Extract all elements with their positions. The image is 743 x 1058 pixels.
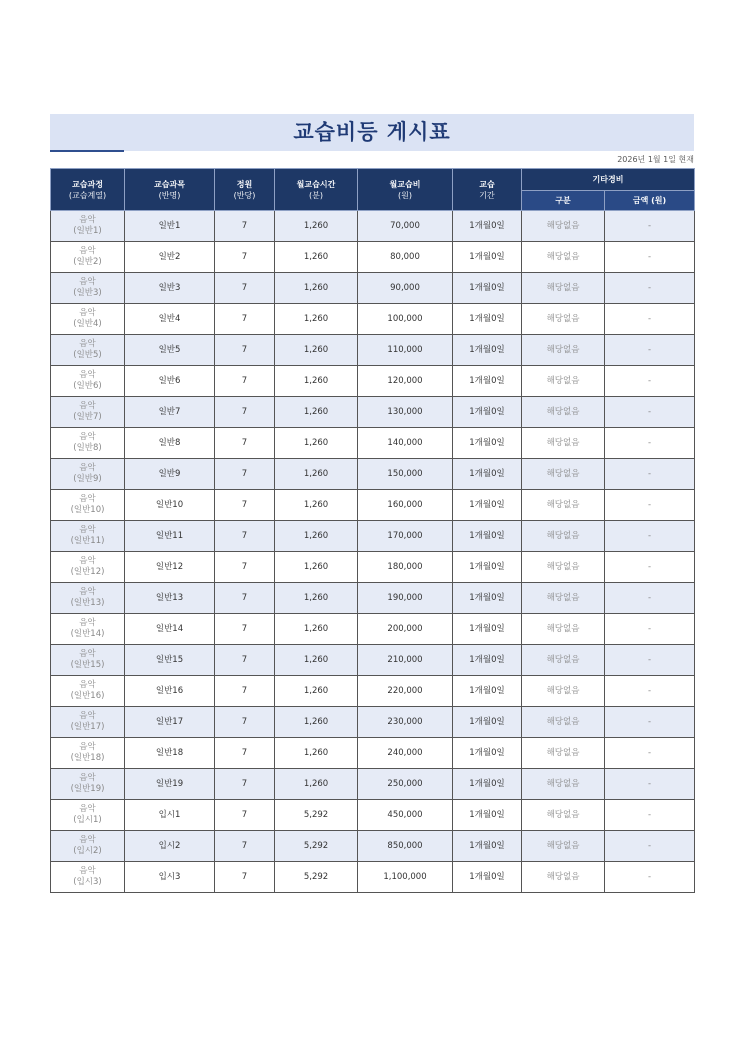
cell-other-type: 해당없음 — [522, 490, 605, 521]
cell-period: 1개월0일 — [453, 614, 522, 645]
cell-course-sub: (일반3) — [73, 288, 102, 298]
cell-subject: 일반17 — [125, 707, 215, 738]
cell-capacity: 7 — [215, 738, 275, 769]
cell-hours: 1,260 — [275, 428, 358, 459]
cell-fee: 160,000 — [358, 490, 453, 521]
cell-course — [51, 521, 125, 552]
cell-other-amount: - — [605, 273, 695, 304]
cell-capacity: 7 — [215, 521, 275, 552]
cell-period: 1개월0일 — [453, 304, 522, 335]
cell-other-type: 해당없음 — [522, 769, 605, 800]
cell-hours: 1,260 — [275, 707, 358, 738]
cell-capacity: 7 — [215, 800, 275, 831]
cell-course-sub: (일반15) — [70, 660, 105, 670]
header-course-label: 교습과정 — [72, 179, 103, 189]
cell-subject: 일반2 — [125, 242, 215, 273]
cell-other-amount: - — [605, 521, 695, 552]
cell-course-sub: (일반14) — [70, 629, 105, 639]
cell-subject: 일반5 — [125, 335, 215, 366]
cell-hours: 1,260 — [275, 304, 358, 335]
cell-subject: 일반16 — [125, 676, 215, 707]
cell-hours: 1,260 — [275, 335, 358, 366]
header-subject-sub: (반명) — [158, 190, 181, 200]
cell-other-amount: - — [605, 335, 695, 366]
header-subject — [125, 169, 215, 211]
cell-period: 1개월0일 — [453, 397, 522, 428]
cell-subject: 일반15 — [125, 645, 215, 676]
cell-subject: 일반3 — [125, 273, 215, 304]
cell-fee: 140,000 — [358, 428, 453, 459]
table-row — [51, 738, 695, 769]
cell-other-amount: - — [605, 552, 695, 583]
cell-hours: 1,260 — [275, 397, 358, 428]
cell-period: 1개월0일 — [453, 800, 522, 831]
table-row — [51, 769, 695, 800]
cell-hours: 1,260 — [275, 676, 358, 707]
cell-other-type: 해당없음 — [522, 428, 605, 459]
table-row — [51, 676, 695, 707]
cell-subject: 일반1 — [125, 211, 215, 242]
cell-hours: 1,260 — [275, 614, 358, 645]
cell-other-type: 해당없음 — [522, 862, 605, 893]
cell-course-label: 음악 — [79, 277, 96, 287]
cell-hours: 1,260 — [275, 645, 358, 676]
cell-course-sub: (일반19) — [70, 784, 105, 794]
cell-course — [51, 707, 125, 738]
cell-fee: 70,000 — [358, 211, 453, 242]
cell-hours: 1,260 — [275, 211, 358, 242]
cell-subject: 일반8 — [125, 428, 215, 459]
cell-course-sub: (일반11) — [70, 536, 105, 546]
table-row — [51, 211, 695, 242]
cell-capacity: 7 — [215, 242, 275, 273]
cell-fee: 180,000 — [358, 552, 453, 583]
cell-other-type: 해당없음 — [522, 397, 605, 428]
cell-other-amount: - — [605, 211, 695, 242]
cell-course-sub: (일반2) — [73, 257, 102, 267]
cell-subject: 일반7 — [125, 397, 215, 428]
cell-course-sub: (일반12) — [70, 567, 105, 577]
cell-subject: 입시1 — [125, 800, 215, 831]
cell-period: 1개월0일 — [453, 676, 522, 707]
header-fee-label: 월교습비 — [389, 179, 421, 189]
cell-course-label: 음악 — [79, 525, 96, 535]
header-capacity-sub: (반당) — [233, 190, 256, 200]
cell-other-amount: - — [605, 800, 695, 831]
cell-period: 1개월0일 — [453, 335, 522, 366]
cell-subject: 일반19 — [125, 769, 215, 800]
cell-course-label: 음악 — [79, 835, 96, 845]
cell-course — [51, 800, 125, 831]
cell-period: 1개월0일 — [453, 552, 522, 583]
cell-other-amount: - — [605, 490, 695, 521]
cell-course-label: 음악 — [79, 494, 96, 504]
cell-fee: 80,000 — [358, 242, 453, 273]
cell-course-sub: (일반7) — [73, 412, 102, 422]
cell-course — [51, 428, 125, 459]
cell-course-label: 음악 — [79, 866, 96, 876]
cell-subject: 일반6 — [125, 366, 215, 397]
cell-fee: 190,000 — [358, 583, 453, 614]
header-other-type: 구분 — [522, 191, 605, 211]
cell-fee: 230,000 — [358, 707, 453, 738]
cell-other-type: 해당없음 — [522, 273, 605, 304]
cell-period: 1개월0일 — [453, 273, 522, 304]
cell-fee: 850,000 — [358, 831, 453, 862]
table-row — [51, 366, 695, 397]
table-row — [51, 800, 695, 831]
table-row — [51, 397, 695, 428]
cell-capacity: 7 — [215, 366, 275, 397]
header-fee — [358, 169, 453, 211]
cell-capacity: 7 — [215, 676, 275, 707]
header-course — [51, 169, 125, 211]
cell-course — [51, 366, 125, 397]
table-row — [51, 304, 695, 335]
cell-period: 1개월0일 — [453, 242, 522, 273]
table-row — [51, 645, 695, 676]
cell-subject: 일반10 — [125, 490, 215, 521]
cell-course-label: 음악 — [79, 742, 96, 752]
cell-other-type: 해당없음 — [522, 335, 605, 366]
cell-period: 1개월0일 — [453, 831, 522, 862]
cell-capacity: 7 — [215, 831, 275, 862]
cell-course-label: 음악 — [79, 649, 96, 659]
cell-course-sub: (일반6) — [73, 381, 102, 391]
cell-course-label: 음악 — [79, 370, 96, 380]
cell-period: 1개월0일 — [453, 769, 522, 800]
cell-course-sub: (입시2) — [73, 846, 102, 856]
cell-hours: 1,260 — [275, 552, 358, 583]
cell-course-sub: (일반13) — [70, 598, 105, 608]
cell-period: 1개월0일 — [453, 521, 522, 552]
cell-capacity: 7 — [215, 552, 275, 583]
cell-course-label: 음악 — [79, 556, 96, 566]
cell-other-amount: - — [605, 304, 695, 335]
cell-other-type: 해당없음 — [522, 800, 605, 831]
table-row — [51, 459, 695, 490]
cell-course — [51, 676, 125, 707]
cell-other-amount: - — [605, 862, 695, 893]
cell-course-sub: (일반17) — [70, 722, 105, 732]
table-row — [51, 707, 695, 738]
cell-hours: 5,292 — [275, 800, 358, 831]
cell-other-type: 해당없음 — [522, 738, 605, 769]
cell-subject: 입시3 — [125, 862, 215, 893]
cell-course-sub: (입시1) — [73, 815, 102, 825]
cell-capacity: 7 — [215, 614, 275, 645]
cell-period: 1개월0일 — [453, 459, 522, 490]
cell-hours: 1,260 — [275, 459, 358, 490]
cell-course-sub: (일반1) — [73, 226, 102, 236]
cell-other-type: 해당없음 — [522, 583, 605, 614]
cell-fee: 170,000 — [358, 521, 453, 552]
cell-capacity: 7 — [215, 304, 275, 335]
cell-course — [51, 738, 125, 769]
cell-course — [51, 242, 125, 273]
cell-hours: 1,260 — [275, 738, 358, 769]
header-period-label: 교습 — [479, 179, 495, 189]
cell-other-type: 해당없음 — [522, 552, 605, 583]
cell-subject: 일반18 — [125, 738, 215, 769]
cell-hours: 1,260 — [275, 583, 358, 614]
cell-period: 1개월0일 — [453, 211, 522, 242]
header-fee-sub: (원) — [398, 190, 412, 200]
header-hours-sub: (분) — [309, 190, 323, 200]
cell-course — [51, 769, 125, 800]
cell-subject: 일반14 — [125, 614, 215, 645]
cell-other-amount: - — [605, 738, 695, 769]
cell-period: 1개월0일 — [453, 645, 522, 676]
cell-capacity: 7 — [215, 645, 275, 676]
cell-course — [51, 552, 125, 583]
cell-other-type: 해당없음 — [522, 242, 605, 273]
cell-other-amount: - — [605, 428, 695, 459]
cell-other-amount: - — [605, 769, 695, 800]
cell-hours: 1,260 — [275, 366, 358, 397]
cell-course-sub: (일반9) — [73, 474, 102, 484]
table-row — [51, 862, 695, 893]
header-capacity-label: 정원 — [236, 179, 253, 189]
table-row — [51, 335, 695, 366]
cell-other-type: 해당없음 — [522, 707, 605, 738]
cell-course — [51, 645, 125, 676]
table-row — [51, 273, 695, 304]
cell-capacity: 7 — [215, 707, 275, 738]
table-row — [51, 490, 695, 521]
cell-subject: 일반12 — [125, 552, 215, 583]
cell-other-amount: - — [605, 366, 695, 397]
cell-course — [51, 831, 125, 862]
table-row — [51, 552, 695, 583]
cell-fee: 220,000 — [358, 676, 453, 707]
cell-other-amount: - — [605, 397, 695, 428]
cell-course-label: 음악 — [79, 711, 96, 721]
cell-course-sub: (입시3) — [73, 877, 102, 887]
cell-course-label: 음악 — [79, 680, 96, 690]
cell-course-label: 음악 — [79, 401, 96, 411]
cell-course — [51, 614, 125, 645]
cell-other-type: 해당없음 — [522, 366, 605, 397]
cell-course-label: 음악 — [79, 804, 96, 814]
cell-other-type: 해당없음 — [522, 304, 605, 335]
cell-capacity: 7 — [215, 335, 275, 366]
cell-course — [51, 459, 125, 490]
cell-capacity: 7 — [215, 769, 275, 800]
cell-course-label: 음악 — [79, 339, 96, 349]
header-other-amount: 금액 (원) — [605, 191, 695, 211]
cell-other-type: 해당없음 — [522, 521, 605, 552]
cell-hours: 1,260 — [275, 242, 358, 273]
cell-hours: 5,292 — [275, 862, 358, 893]
cell-hours: 1,260 — [275, 769, 358, 800]
cell-course-sub: (일반16) — [70, 691, 105, 701]
date-line: 2026년 1월 1일 현재 — [617, 155, 694, 164]
cell-course-sub: (일반4) — [73, 319, 102, 329]
cell-other-amount: - — [605, 614, 695, 645]
cell-other-type: 해당없음 — [522, 645, 605, 676]
table-row — [51, 614, 695, 645]
cell-fee: 1,100,000 — [358, 862, 453, 893]
cell-fee: 100,000 — [358, 304, 453, 335]
cell-other-type: 해당없음 — [522, 831, 605, 862]
cell-capacity: 7 — [215, 273, 275, 304]
cell-course — [51, 490, 125, 521]
page-title: 교습비등 게시표 — [293, 120, 451, 144]
cell-fee: 120,000 — [358, 366, 453, 397]
cell-subject: 입시2 — [125, 831, 215, 862]
cell-subject: 일반4 — [125, 304, 215, 335]
cell-period: 1개월0일 — [453, 366, 522, 397]
cell-course — [51, 397, 125, 428]
cell-capacity: 7 — [215, 397, 275, 428]
header-subject-label: 교습과목 — [154, 179, 185, 189]
cell-course-sub: (일반18) — [70, 753, 105, 763]
header-capacity — [215, 169, 275, 211]
cell-course-label: 음악 — [79, 432, 96, 442]
cell-other-amount: - — [605, 707, 695, 738]
cell-fee: 130,000 — [358, 397, 453, 428]
cell-subject: 일반13 — [125, 583, 215, 614]
cell-capacity: 7 — [215, 583, 275, 614]
cell-course — [51, 862, 125, 893]
cell-course-label: 음악 — [79, 215, 96, 225]
cell-other-amount: - — [605, 242, 695, 273]
cell-fee: 250,000 — [358, 769, 453, 800]
cell-period: 1개월0일 — [453, 862, 522, 893]
table-row — [51, 831, 695, 862]
cell-hours: 5,292 — [275, 831, 358, 862]
fee-table — [50, 168, 695, 893]
cell-course — [51, 211, 125, 242]
header-hours-label: 월교습시간 — [296, 179, 336, 189]
cell-course — [51, 335, 125, 366]
cell-fee: 110,000 — [358, 335, 453, 366]
cell-course-label: 음악 — [79, 308, 96, 318]
cell-capacity: 7 — [215, 862, 275, 893]
cell-course-sub: (일반8) — [73, 443, 102, 453]
cell-course — [51, 273, 125, 304]
cell-course-label: 음악 — [79, 246, 96, 256]
cell-other-amount: - — [605, 676, 695, 707]
cell-course-label: 음악 — [79, 587, 96, 597]
cell-other-type: 해당없음 — [522, 676, 605, 707]
cell-subject: 일반9 — [125, 459, 215, 490]
cell-other-amount: - — [605, 583, 695, 614]
cell-period: 1개월0일 — [453, 738, 522, 769]
cell-fee: 450,000 — [358, 800, 453, 831]
cell-course-label: 음악 — [79, 618, 96, 628]
cell-period: 1개월0일 — [453, 583, 522, 614]
cell-period: 1개월0일 — [453, 428, 522, 459]
cell-other-type: 해당없음 — [522, 459, 605, 490]
cell-course — [51, 583, 125, 614]
cell-course-sub: (일반5) — [73, 350, 102, 360]
cell-capacity: 7 — [215, 428, 275, 459]
cell-hours: 1,260 — [275, 521, 358, 552]
cell-course-sub: (일반10) — [70, 505, 105, 515]
cell-period: 1개월0일 — [453, 707, 522, 738]
cell-capacity: 7 — [215, 211, 275, 242]
cell-subject: 일반11 — [125, 521, 215, 552]
cell-other-amount: - — [605, 459, 695, 490]
cell-hours: 1,260 — [275, 273, 358, 304]
table-row — [51, 428, 695, 459]
cell-other-type: 해당없음 — [522, 614, 605, 645]
header-course-sub: (교습계열) — [68, 190, 107, 200]
header-period — [453, 169, 522, 211]
header-hours — [275, 169, 358, 211]
table-row — [51, 583, 695, 614]
fee-table-body — [51, 211, 695, 893]
cell-course-label: 음악 — [79, 773, 96, 783]
table-row — [51, 521, 695, 552]
cell-fee: 200,000 — [358, 614, 453, 645]
cell-fee: 210,000 — [358, 645, 453, 676]
table-row — [51, 242, 695, 273]
cell-other-amount: - — [605, 645, 695, 676]
cell-fee: 240,000 — [358, 738, 453, 769]
cell-capacity: 7 — [215, 490, 275, 521]
cell-fee: 90,000 — [358, 273, 453, 304]
cell-other-amount: - — [605, 831, 695, 862]
cell-course — [51, 304, 125, 335]
cell-other-type: 해당없음 — [522, 211, 605, 242]
cell-hours: 1,260 — [275, 490, 358, 521]
cell-period: 1개월0일 — [453, 490, 522, 521]
header-other: 기타경비 — [522, 169, 695, 191]
cell-fee: 150,000 — [358, 459, 453, 490]
header-period-sub: 기간 — [479, 190, 495, 200]
cell-course-label: 음악 — [79, 463, 96, 473]
cell-capacity: 7 — [215, 459, 275, 490]
